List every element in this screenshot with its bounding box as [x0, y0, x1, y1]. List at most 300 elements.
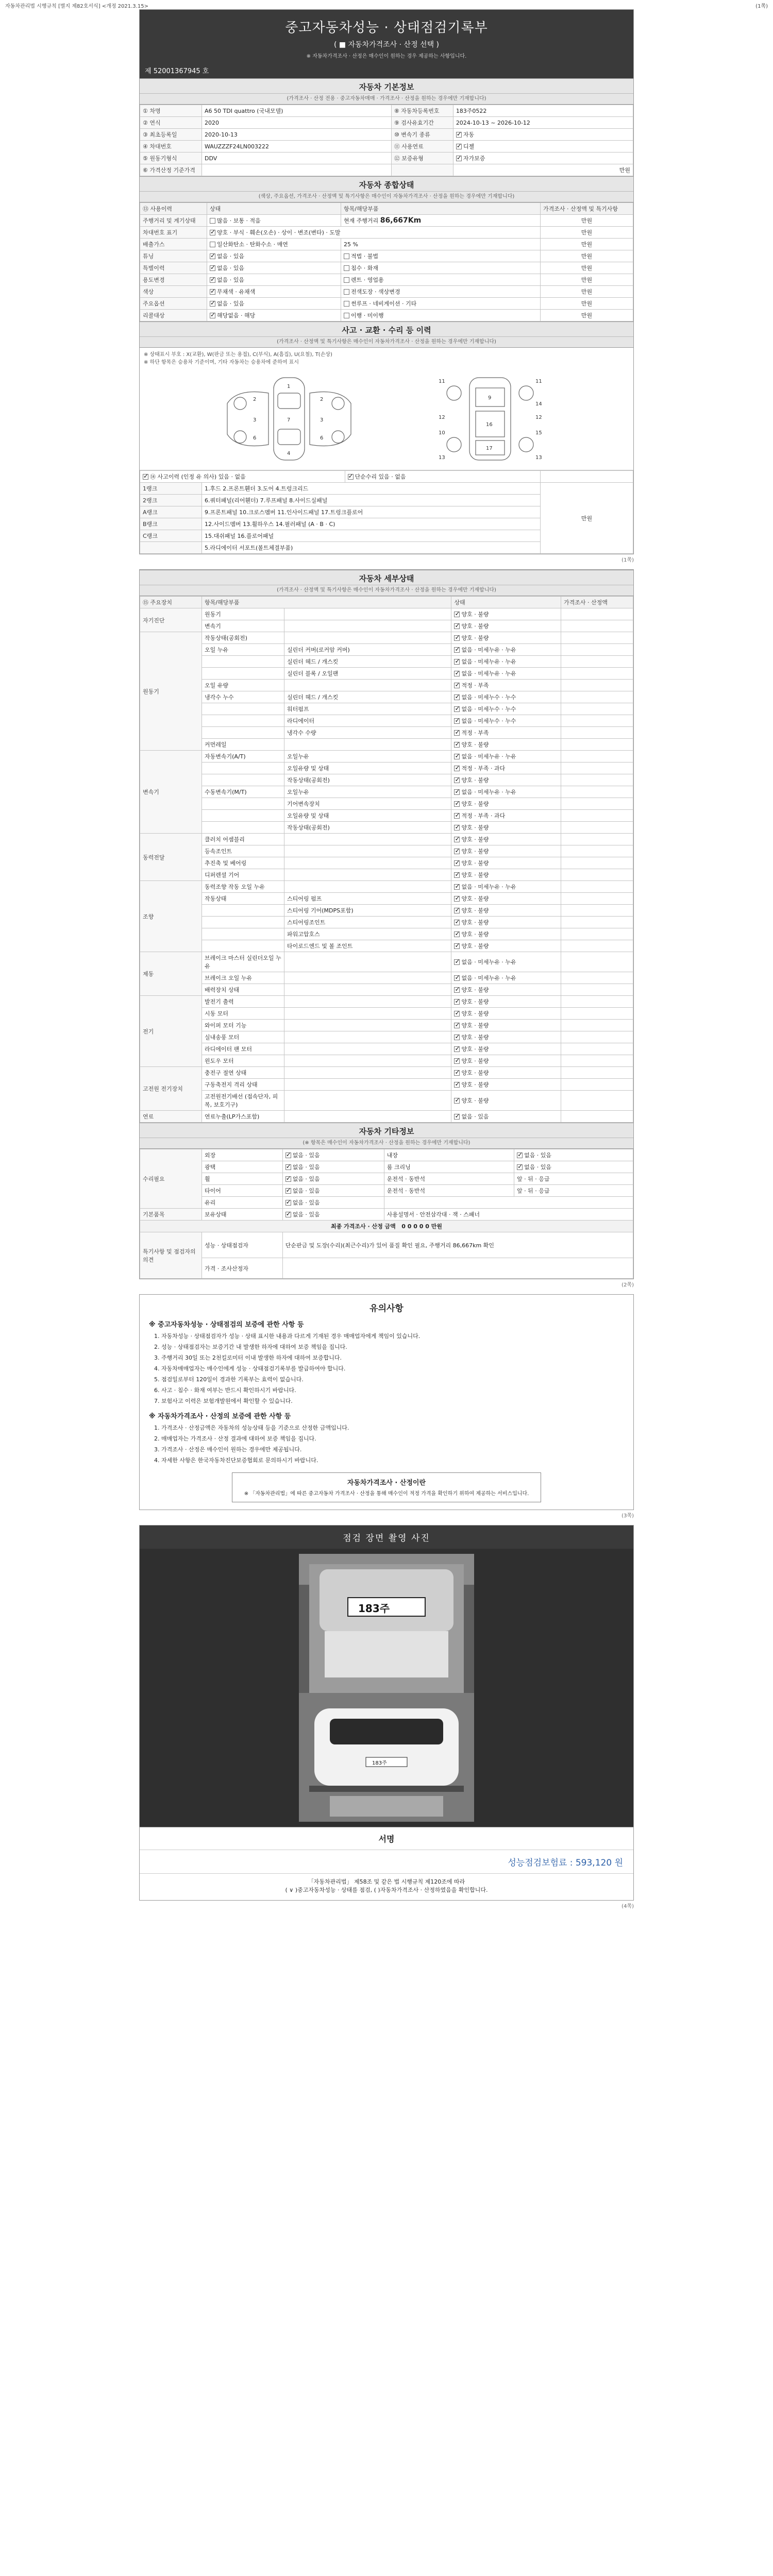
checkbox-checked[interactable]: [454, 884, 460, 890]
item-name: 작동상태: [202, 893, 284, 905]
item-name: 윈도우 모터: [202, 1055, 284, 1067]
item-part: 워터펌프: [284, 703, 451, 715]
detail-table: [140, 596, 633, 1123]
item-name: 발전기 출력: [202, 996, 284, 1008]
status-text: 양호 · 불량: [461, 931, 489, 938]
list-item: 2. 매매업자는 가격조사 · 산정 결과에 대하여 보증 책임을 집니다.: [161, 1434, 622, 1443]
svg-text:11: 11: [535, 379, 542, 384]
item-name: [202, 727, 284, 739]
checkbox-checked[interactable]: [454, 837, 460, 842]
checkbox-checked[interactable]: [143, 474, 148, 480]
basic-info-title: 자동차 기본정보: [140, 78, 633, 94]
table-row: [140, 715, 633, 727]
other-info-table: [140, 1149, 633, 1279]
item-part: [284, 857, 451, 869]
checkbox-checked[interactable]: [456, 132, 462, 138]
status-text: 없음 · 미세누수 · 누수: [461, 718, 516, 724]
item-part: 작동상태(공회전): [284, 774, 451, 786]
checkbox-checked[interactable]: [454, 754, 460, 759]
table-row: [140, 845, 633, 857]
table-row: [140, 703, 633, 715]
status-text: 양호 · 불량: [461, 943, 489, 950]
accident-table: [140, 470, 633, 554]
price-cell: [561, 1091, 633, 1111]
item-part: 라디에이터: [284, 715, 451, 727]
table-row: A랭크 9.프론트패널 10.크로스멤버 11.인사이드패널 17.트렁크플로어: [140, 506, 633, 518]
notice-heading-1: ※ 중고자동차성능 · 상태점검의 보증에 관한 사항 등: [149, 1321, 304, 1329]
item-part: [284, 1091, 451, 1111]
item-status: [451, 1043, 561, 1055]
checkbox-checked[interactable]: [454, 694, 460, 700]
accident-note-1: ※ 상태표시 부호 : X(교환), W(판금 또는 용접), C(부식), A(흠집), U(요철), T(손상): [144, 352, 332, 358]
checkbox-checked[interactable]: [454, 896, 460, 902]
price-cell: [561, 1111, 633, 1123]
checkbox[interactable]: [344, 277, 349, 283]
table-row: [140, 893, 633, 905]
checkbox-checked[interactable]: [210, 253, 215, 259]
status-text: 양호 · 불량: [461, 1022, 489, 1029]
inspection-validity: 2024-10-13 ~ 2026-10-12: [453, 117, 633, 129]
status-text: 양호 · 불량: [461, 623, 489, 630]
checkbox-checked[interactable]: [454, 999, 460, 1005]
price-cell: [561, 774, 633, 786]
item-part: [284, 845, 451, 857]
final-price-amount: 0 0 0 0 0 만원: [401, 1223, 442, 1230]
item-status: [451, 905, 561, 917]
signature-title: 서명: [140, 1827, 633, 1850]
status-text: 없음 · 미세누유 · 누유: [461, 670, 516, 677]
checkbox-checked[interactable]: [285, 1200, 291, 1206]
item-status: [451, 1067, 561, 1079]
page-two: [139, 569, 634, 1279]
price-cell: [561, 1055, 633, 1067]
checkbox-checked[interactable]: [456, 156, 462, 161]
checkbox-checked[interactable]: [210, 313, 215, 318]
table-row: [140, 869, 633, 881]
checkbox-checked[interactable]: [210, 301, 215, 307]
item-name: 디퍼렌셜 기어: [202, 869, 284, 881]
table-row: 특기사항 및 점검자의 의견 성능 · 상태점검자 단순판금 및 도장(수리)(최근수리)가 있어 품질 확인 필요, 주행거리 86,667km 확인: [140, 1232, 633, 1258]
item-part: 오일누유: [284, 751, 451, 762]
price-cell: [561, 703, 633, 715]
table-row: [140, 680, 633, 691]
item-part: [284, 972, 451, 984]
status-text: 없음 · 미세누유 · 누유: [461, 884, 516, 890]
item-name: 동력조향 작동 오일 누유: [202, 881, 284, 893]
price-cell: [561, 715, 633, 727]
status-text: 양호 · 불량: [461, 777, 489, 784]
form-reference: 자동차관리법 시행규칙 [별지 제82호서식] <개정 2021.3.15>: [5, 4, 148, 9]
checkbox[interactable]: [210, 218, 215, 224]
item-part: 실린더 헤드 / 개스킷: [284, 656, 451, 668]
price-cell: [561, 996, 633, 1008]
table-row: [140, 972, 633, 984]
item-part: [284, 632, 451, 644]
price-cell: [561, 762, 633, 774]
status-text: 양호 · 불량: [461, 1058, 489, 1064]
item-part: 작동상태(공회전): [284, 822, 451, 834]
checkbox-checked[interactable]: [454, 612, 460, 617]
insurance-fee: 성능점검보험료 : 593,120 원: [140, 1850, 633, 1874]
price-cell: [561, 917, 633, 928]
item-part: 스티어링조인트: [284, 917, 451, 928]
table-row: 타이어 ✓ 없음 · 있음 운전석 · 동반석 앞 · 뒤 · 응급: [140, 1185, 633, 1197]
table-row: [140, 1067, 633, 1079]
table-row: 튜닝 ✓ 없음 · 있음 적법 · 불법 만원: [140, 250, 633, 262]
status-text: 양호 · 불량: [461, 635, 489, 641]
group-label: 변속기: [140, 751, 202, 834]
checkbox-checked[interactable]: [210, 289, 215, 295]
notice-list-2: [161, 1423, 622, 1465]
table-row: 배출가스 일산화탄소 · 탄화수소 · 매연 25 % 만원: [140, 239, 633, 250]
checkbox-checked[interactable]: [454, 860, 460, 866]
price-cell: [561, 1067, 633, 1079]
status-text: 양호 · 불량: [461, 895, 489, 902]
table-row: [140, 632, 633, 644]
price-cell: [561, 1020, 633, 1031]
item-name: [202, 917, 284, 928]
item-part: 오일유량 및 상태: [284, 762, 451, 774]
checkbox-checked[interactable]: [454, 872, 460, 878]
checkbox-checked[interactable]: [454, 730, 460, 736]
item-name: 수동변속기(M/T): [202, 786, 284, 798]
first-registration: 2020-10-13: [202, 129, 392, 141]
model-year: 2020: [202, 117, 392, 129]
status-text: 양호 · 불량: [461, 801, 489, 807]
checkbox-checked[interactable]: [454, 789, 460, 795]
checkbox-checked[interactable]: [454, 718, 460, 724]
checkbox-checked[interactable]: [454, 1011, 460, 1016]
table-row: 수리필요 외장 ✓ 없음 · 있음 내장 ✓ 없음 · 있음: [140, 1149, 633, 1161]
price-cell: [561, 881, 633, 893]
status-text: 양호 · 불량: [461, 1034, 489, 1041]
status-text: 양호 · 불량: [461, 1070, 489, 1076]
other-info-title: 자동차 기타정보: [140, 1123, 633, 1138]
item-name: 냉각수 누수: [202, 691, 284, 703]
checkbox-checked[interactable]: [454, 1070, 460, 1076]
table-row: [140, 984, 633, 996]
table-row: [140, 940, 633, 952]
status-text: 양호 · 불량: [461, 919, 489, 926]
item-status: [451, 881, 561, 893]
checkbox[interactable]: [344, 289, 349, 295]
checkbox-checked[interactable]: [285, 1188, 291, 1194]
accident-subtitle: (가격조사 · 산정액 및 특기사항은 매수인이 자동차가격조사 · 산정을 원하는 경우에만 기재합니다): [140, 337, 633, 348]
table-row: 용도변경 ✓ 없음 · 있음 렌트 · 영업용 만원: [140, 274, 633, 286]
status-text: 양호 · 불량: [461, 1097, 489, 1104]
checkbox-checked[interactable]: [454, 825, 460, 831]
item-status: [451, 917, 561, 928]
item-status: [451, 798, 561, 810]
item-part: [284, 952, 451, 972]
item-status: [451, 845, 561, 857]
checkbox-checked[interactable]: [454, 659, 460, 665]
group-label: 원동기: [140, 632, 202, 751]
checkbox-checked[interactable]: [454, 635, 460, 641]
document-subtitle: ( ■ 자동차가격조사 · 산정 선택 ): [333, 41, 440, 49]
checkbox[interactable]: [344, 301, 349, 307]
item-status: [451, 1031, 561, 1043]
table-row: [140, 1008, 633, 1020]
item-part: [284, 1111, 451, 1123]
checkbox-checked[interactable]: [454, 931, 460, 937]
checkbox-checked[interactable]: [210, 277, 215, 283]
item-status: [451, 928, 561, 940]
item-name: 라디에이터 팬 모터: [202, 1043, 284, 1055]
checkbox[interactable]: [344, 265, 349, 271]
status-text: 양호 · 불량: [461, 848, 489, 855]
item-status: [451, 703, 561, 715]
checkbox-checked[interactable]: [454, 706, 460, 712]
svg-text:4: 4: [287, 451, 291, 456]
item-name: 와이퍼 모터 기능: [202, 1020, 284, 1031]
checkbox-checked[interactable]: [454, 623, 460, 629]
checkbox-checked[interactable]: [454, 849, 460, 854]
car-diagram: [140, 367, 633, 470]
svg-text:16: 16: [486, 422, 493, 428]
price-cell: [561, 798, 633, 810]
checkbox-checked[interactable]: [348, 474, 354, 480]
page-one: [139, 9, 634, 554]
item-status: [451, 857, 561, 869]
status-text: 없음 · 미세누수 · 누수: [461, 706, 516, 713]
checkbox-checked[interactable]: [454, 1098, 460, 1104]
checkbox-checked[interactable]: [454, 975, 460, 981]
item-status: [451, 739, 561, 751]
group-label: 제동: [140, 952, 202, 996]
item-part: [284, 1079, 451, 1091]
price-cell: [561, 608, 633, 620]
table-row: [140, 786, 633, 798]
item-status: [451, 1055, 561, 1067]
status-text: 양호 · 불량: [461, 987, 489, 993]
checkbox-checked[interactable]: [454, 920, 460, 925]
table-row: [140, 727, 633, 739]
item-status: [451, 680, 561, 691]
list-item: 5. 점검일로부터 120일이 경과한 기록부는 효력이 없습니다.: [161, 1375, 622, 1384]
checkbox[interactable]: [344, 313, 349, 318]
svg-text:12: 12: [535, 415, 542, 420]
list-item: 7. 보험사고 이력은 보험개발원에서 확인할 수 있습니다.: [161, 1397, 622, 1405]
checkbox-checked[interactable]: [454, 1023, 460, 1028]
status-text: 적정 · 부족 · 과다: [461, 765, 506, 772]
item-status: [451, 774, 561, 786]
checkbox-checked[interactable]: [454, 813, 460, 819]
document-header: [140, 10, 633, 64]
table-row: [140, 952, 633, 972]
summary-subtitle: (색상, 주요옵션, 가격조사 · 산정액 및 특기사항은 매수인이 자동차가격조사 · 산정을 원하는 경우에만 기재합니다): [140, 192, 633, 202]
item-status: [451, 1091, 561, 1111]
list-item: 4. 자세한 사항은 한국자동차진단보증협회로 문의하시기 바랍니다.: [161, 1456, 622, 1465]
table-row: 특별이력 ✓ 없음 · 있음 침수 · 화재 만원: [140, 262, 633, 274]
item-status: [451, 644, 561, 656]
checkbox-checked[interactable]: [454, 647, 460, 653]
price-cell: [561, 786, 633, 798]
checkbox-checked[interactable]: [454, 766, 460, 771]
status-text: 양호 · 불량: [461, 824, 489, 831]
item-part: 실린더 블록 / 오일팬: [284, 668, 451, 680]
table-row: 휠 ✓ 없음 · 있음 운전석 · 동반석 앞 · 뒤 · 응급: [140, 1173, 633, 1185]
checkbox-checked[interactable]: [454, 671, 460, 676]
item-part: [284, 620, 451, 632]
item-status: [451, 608, 561, 620]
checkbox-checked[interactable]: [454, 1114, 460, 1120]
checkbox-checked[interactable]: [454, 987, 460, 993]
list-item: 1. 자동차성능 · 상태점검자가 성능 · 상태 표시한 내용과 다르게 기재된 경우 매매업자에게 책임이 있습니다.: [161, 1332, 622, 1341]
checkbox-checked[interactable]: [210, 230, 215, 235]
price-cell: [561, 1008, 633, 1020]
item-name: 추진축 및 베어링: [202, 857, 284, 869]
checkbox-checked[interactable]: [454, 943, 460, 949]
price-cell: [561, 656, 633, 668]
status-text: 양호 · 불량: [461, 998, 489, 1005]
item-part: [284, 1031, 451, 1043]
checkbox-checked[interactable]: [454, 1046, 460, 1052]
group-label: 연료: [140, 1111, 202, 1123]
checkbox-checked[interactable]: [454, 742, 460, 748]
svg-text:3: 3: [253, 417, 257, 423]
item-name: 브레이크 오일 누유: [202, 972, 284, 984]
item-part: 스티어링 기어(MDPS포함): [284, 905, 451, 917]
detail-title: 자동차 세부상태: [140, 570, 633, 585]
price-cell: [561, 972, 633, 984]
table-row: 기본품목 보유상태 ✓ 없음 · 있음 사용설명서 · 안전삼각대 · 잭 · 스패너: [140, 1209, 633, 1221]
price-cell: [561, 822, 633, 834]
table-header-row: ⑬ 사용이력 상태 항목/해당부품 가격조사 · 산정액 및 특기사항: [140, 203, 633, 215]
page-mark: (3쪽): [621, 1513, 634, 1519]
checkbox-checked[interactable]: [454, 1035, 460, 1040]
status-text: 양호 · 불량: [461, 1046, 489, 1053]
front-plate-text: 183주: [358, 1602, 390, 1615]
table-row: C랭크 15.대쉬패널 16.플로어패널: [140, 530, 633, 542]
table-row: 차대번호 표기 ✓ 양호 · 부식 · 훼손(오손) · 상이 · 변조(변타) · 도말 만원: [140, 227, 633, 239]
price-cell: [561, 845, 633, 857]
item-name: 배력장치 상태: [202, 984, 284, 996]
page-three: [139, 1294, 634, 1510]
checkbox[interactable]: [344, 253, 349, 259]
checkbox-checked[interactable]: [285, 1164, 291, 1170]
other-info-subtitle: (※ 항목은 매수인이 자동차가격조사 · 산정을 원하는 경우에만 기재합니다): [140, 1138, 633, 1149]
item-name: 구동축전지 격리 상태: [202, 1079, 284, 1091]
table-header-row: ⑮ 주요장치 항목/해당부품 상태 가격조사 · 산정액: [140, 597, 633, 608]
accident-note-2: ※ 하단 항목은 승용차 기준이며, 기타 자동차는 승용차에 준하여 표시: [144, 360, 299, 365]
status-text: 양호 · 불량: [461, 836, 489, 843]
status-text: 없음 · 있음: [461, 1113, 489, 1120]
item-status: [451, 972, 561, 984]
item-part: [284, 739, 451, 751]
checkbox-checked[interactable]: [285, 1153, 291, 1158]
page-mark: (1쪽): [621, 557, 634, 563]
status-text: 적정 · 부족: [461, 730, 489, 736]
item-name: 시동 모터: [202, 1008, 284, 1020]
item-status: [451, 715, 561, 727]
item-part: 타이로드엔드 및 볼 조인트: [284, 940, 451, 952]
model-name: A6 50 TDI quattro (국내모델): [202, 105, 392, 117]
svg-text:6: 6: [320, 435, 324, 441]
table-row: [140, 905, 633, 917]
svg-text:11: 11: [439, 379, 445, 384]
item-part: 실린더 커버(로커암 커버): [284, 644, 451, 656]
page-mark: (4쪽): [621, 1903, 634, 1909]
status-text: 양호 · 불량: [461, 1081, 489, 1088]
checkbox-checked[interactable]: [454, 908, 460, 913]
price-cell: [561, 928, 633, 940]
inspection-photo-illustration: [299, 1554, 474, 1822]
box-text: ※ 「자동차관리법」에 따른 중고자동차 가격조사 · 산정을 통해 매수인이 적정 가격을 확인하기 위하여 제공하는 서비스입니다.: [244, 1490, 529, 1497]
item-status: [451, 1008, 561, 1020]
box-title: 자동차가격조사 · 산정이란: [347, 1479, 426, 1487]
table-row: 2랭크 6.쿼터패널(리어휀더) 7.루프패널 8.사이드실패널: [140, 495, 633, 506]
table-row: [140, 774, 633, 786]
page-indicator: (1쪽): [755, 4, 768, 9]
notice-title: 유의사항: [369, 1303, 404, 1314]
item-status: [451, 984, 561, 996]
document-number: 제 52001367945 호: [140, 64, 633, 78]
rear-plate-text: 183주: [372, 1760, 387, 1766]
checkbox[interactable]: [210, 242, 215, 247]
checkbox-checked[interactable]: [454, 1058, 460, 1064]
item-status: [451, 691, 561, 703]
checkbox-checked[interactable]: [517, 1153, 523, 1158]
item-part: [284, 680, 451, 691]
table-row: [140, 751, 633, 762]
group-label: 고전원 전기장치: [140, 1067, 202, 1111]
table-row: [140, 1020, 633, 1031]
table-row: B랭크 12.사이드멤버 13.휠하우스 14.필러패널 (A · B · C): [140, 518, 633, 530]
status-text: 없음 · 미세누유 · 누유: [461, 753, 516, 760]
item-name: [202, 703, 284, 715]
table-row: 색상 ✓ 무채색 · 유채색 전색도장 · 색상변경 만원: [140, 286, 633, 298]
document-title: 중고자동차성능 · 상태점검기록부: [285, 20, 488, 36]
checkbox-checked[interactable]: [454, 801, 460, 807]
svg-text:12: 12: [439, 415, 445, 420]
checkbox-checked[interactable]: [517, 1164, 523, 1170]
table-row: 유리 ✓ 없음 · 있음: [140, 1197, 633, 1209]
item-name: 충전구 절연 상태: [202, 1067, 284, 1079]
checkbox-checked[interactable]: [285, 1212, 291, 1217]
checkbox-checked[interactable]: [454, 683, 460, 688]
confirmation-text: 「자동차관리법」 제58조 및 같은 법 시행규칙 제120조에 따라 ( ∨ )중고자동차성능 · 상태를 점검, ( )자동차가격조사 · 산정하였음을 확인합니다.: [140, 1874, 633, 1900]
price-cell: [561, 905, 633, 917]
status-text: 양호 · 불량: [461, 860, 489, 867]
item-status: [451, 751, 561, 762]
checkbox-checked[interactable]: [454, 1082, 460, 1088]
item-name: 오일 유량: [202, 680, 284, 691]
status-text: 없음 · 미세누유 · 누유: [461, 647, 516, 653]
final-price-title: 최종 가격조사 · 산정 금액: [331, 1223, 396, 1230]
checkbox-checked[interactable]: [454, 959, 460, 965]
checkbox-checked[interactable]: [285, 1176, 291, 1182]
table-row: [140, 810, 633, 822]
list-item: 6. 사고 · 침수 · 화재 여부는 반드시 확인하시기 바랍니다.: [161, 1386, 622, 1395]
price-cell: [561, 668, 633, 680]
item-status: [451, 1111, 561, 1123]
item-part: [284, 1067, 451, 1079]
table-row: [140, 1031, 633, 1043]
checkbox-checked[interactable]: [456, 144, 462, 149]
list-item: 1. 가격조사 · 산정금액은 자동차의 성능상태 등을 기준으로 산정한 금액입니다.: [161, 1423, 622, 1432]
price-cell: [561, 727, 633, 739]
item-status: [451, 810, 561, 822]
checkbox-checked[interactable]: [454, 777, 460, 783]
checkbox-checked[interactable]: [210, 265, 215, 271]
table-row: 1랭크 1.후드 2.프론트휀더 3.도어 4.트렁크리드 만원: [140, 483, 633, 495]
item-name: [202, 774, 284, 786]
engine-type: DDV: [202, 152, 392, 164]
svg-text:15: 15: [535, 430, 542, 436]
item-name: 커먼레일: [202, 739, 284, 751]
item-part: 스티어링 펌프: [284, 893, 451, 905]
